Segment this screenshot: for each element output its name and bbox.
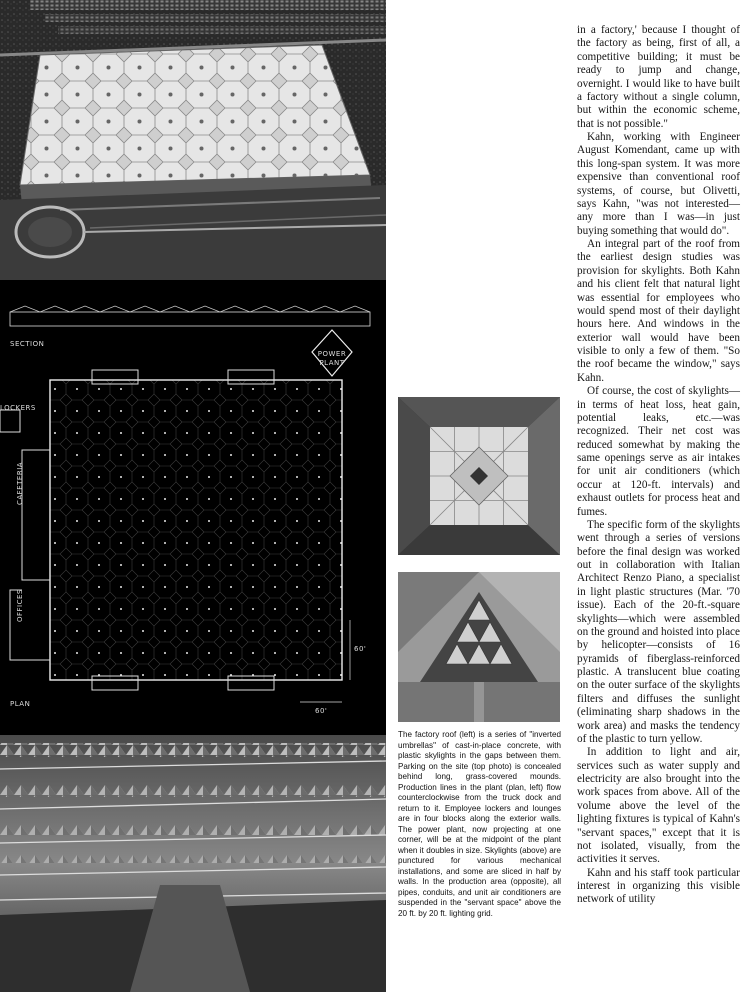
article-paragraph: Kahn and his staff took particular interest in organizing this visible network of utility — [577, 866, 740, 906]
section-drawing — [10, 306, 370, 326]
skylight-pyramids-photo — [398, 572, 560, 722]
offices-label: OFFICES — [16, 589, 24, 622]
production-area-photo — [0, 735, 386, 992]
middle-column — [386, 0, 570, 992]
aerial-photo — [0, 0, 386, 280]
skylight-upward-photo — [398, 397, 560, 555]
article-paragraph: The specific form of the skylights went through a series of versions before the final design was worked out in collaboration with Italian Architect Renzo Piano, a specialist in light plastic structures (Mar. '70 issue). Each of the 20-ft.-square skylights—which were assembled on the ground and hoisted into place by helicopter—consists of 16 pyramids of fiberglass-reinforced plastic. A translucent blue coating on the outer surface of the skylights filters and diffuses the sunlight (eliminating sharp shadows in the work area) and masks the tendency of the plastic to turn yellow. — [577, 518, 740, 745]
article-paragraph: In addition to light and air, services such as water supply and electricity are also brought into the work spaces from above. All of the volume above the level of the lighting fixtures is typical of Kahn's "servant spaces," except that it is not isolated, visually, from the activities it serves. — [577, 746, 740, 866]
article-body — [577, 24, 740, 907]
figure-caption: The factory roof (left) is a series of "inverted umbrellas" of cast-in-place concrete, with plastic skylights in the gaps between them. Parking on the site (top photo) is concealed behind long, grass-covered mounds. Production lines in the plant (plan, left) flow counterclockwise from the truck dock and return to it. Employee lockers and lounges are in four blocks along the exterior walls. The power plant, now projecting at one corner, will be at the midpoint of the plant when it doubles in size. Skylights (above) are punctured for various mechanical installations, and some are sliced in half by walls. In the production area (opposite), all pipes, conduits, and unit air conditioners are suspended in the "servant space" above the 20 ft. by 20 ft. lighting grid. — [398, 730, 561, 918]
plan-label: PLAN — [10, 700, 31, 708]
lockers-label: LOCKERS — [0, 404, 36, 412]
cafeteria-label: CAFETERIA — [16, 461, 24, 505]
dimension-60-horizontal: 60' — [315, 707, 328, 715]
article-paragraph: in a factory,' because I thought of the factory as being, first of all, a competitive building; it must be ready to jump and change, overnight. I would like to have built a factory without a single column, but within the economic scheme, that is not possible." — [577, 24, 740, 130]
article-paragraph: Kahn, working with Engineer August Komendant, came up with this long-span system. It was more expensive than conventional roof systems, of course, but Olivetti, says Kahn, "was not interested—any more than I was—in just buying something that would do". — [577, 131, 740, 237]
dimension-60-vertical: 60' — [354, 645, 367, 653]
section-label: SECTION — [10, 340, 45, 348]
power-plant-label: POWER PLANT — [317, 350, 347, 367]
article-paragraph: An integral part of the roof from the earliest design studies was provision for skylights. Both Kahn and his client felt that natural light was essential for employees who would spend most of their daylight hours here. And windows in the exterior wall would have been visible to only a few of them. "So the roof became the window," says Kahn. — [577, 238, 740, 384]
article-paragraph: Of course, the cost of skylights—in terms of heat loss, heat gain, potential leaks, etc.—was recognized. Their net cost was reduced somewhat by making the same openings serve as air intakes for unit air conditioners (which occur at 120-ft. intervals) and exhaust outlets for process heat and fumes. — [577, 385, 740, 518]
